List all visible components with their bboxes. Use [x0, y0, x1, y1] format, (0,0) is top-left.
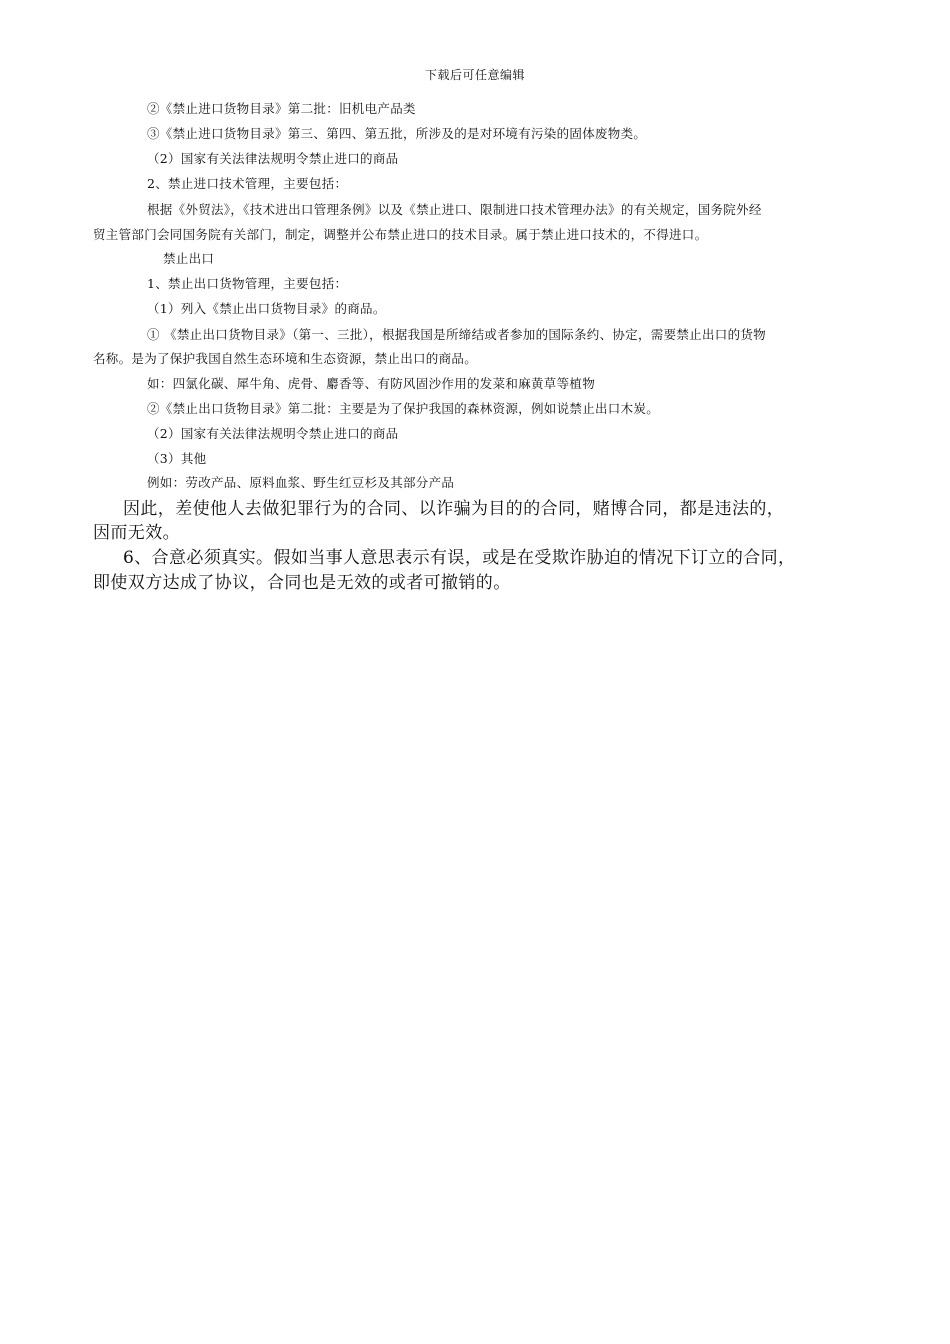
text-line: 名称。是为了保护我国自然生态环境和生态资源，禁止出口的商品。: [93, 351, 478, 366]
text-line: ① 《禁止出口货物目录》（第一、三批），根据我国是所缔结或者参加的国际条约、协定，需要禁止出口的货物: [147, 327, 766, 342]
text-line: 1、禁止出口货物管理，主要包括：: [147, 276, 348, 291]
text-line: 如：四氯化碳、犀牛角、虎骨、麝香等、有防风固沙作用的发菜和麻黄草等植物: [147, 376, 596, 391]
text-line: （2）国家有关法律法规明令禁止进口的商品: [147, 426, 399, 441]
paragraph-line: 因此，差使他人去做犯罪行为的合同、以诈骗为目的的合同，赌博合同，都是违法的，: [123, 499, 785, 519]
paragraph-line: 即使双方达成了协议，合同也是无效的或者可撤销的。: [93, 573, 511, 593]
text-line: 2、禁止进口技术管理，主要包括：: [147, 176, 348, 191]
text-line: （3）其他: [147, 451, 207, 466]
page-header: 下载后可任意编辑: [424, 68, 525, 82]
text-line: （2）国家有关法律法规明令禁止进口的商品: [147, 151, 399, 166]
text-line: ②《禁止进口货物目录》第二批：旧机电产品类: [147, 101, 416, 116]
text-line: 根据《外贸法》，《技术进出口管理条例》以及《禁止进口、限制进口技术管理办法》的有关规定，国务院外经: [147, 202, 762, 217]
text-line: 例如：劳改产品、原料血浆、野生红豆杉及其部分产品: [147, 475, 455, 490]
text-line: （1）列入《禁止出口货物目录》的商品。: [147, 301, 386, 316]
paragraph-line: 6、合意必须真实。假如当事人意思表示有误，或是在受欺诈胁迫的情况下订立的合同，: [123, 548, 796, 568]
text-line: 贸主管部门会同国务院有关部门，制定，调整并公布禁止进口的技术目录。属于禁止进口技术的，不得进口。: [93, 227, 708, 242]
text-line: ②《禁止出口货物目录》第二批：主要是为了保护我国的森林资源，例如说禁止出口木炭。: [147, 401, 660, 416]
paragraph-line: 因而无效。: [93, 523, 180, 543]
text-line: ③《禁止进口货物目录》第三、第四、第五批，所涉及的是对环境有污染的固体废物类。: [147, 126, 647, 141]
section-heading: 禁止出口: [163, 251, 215, 266]
